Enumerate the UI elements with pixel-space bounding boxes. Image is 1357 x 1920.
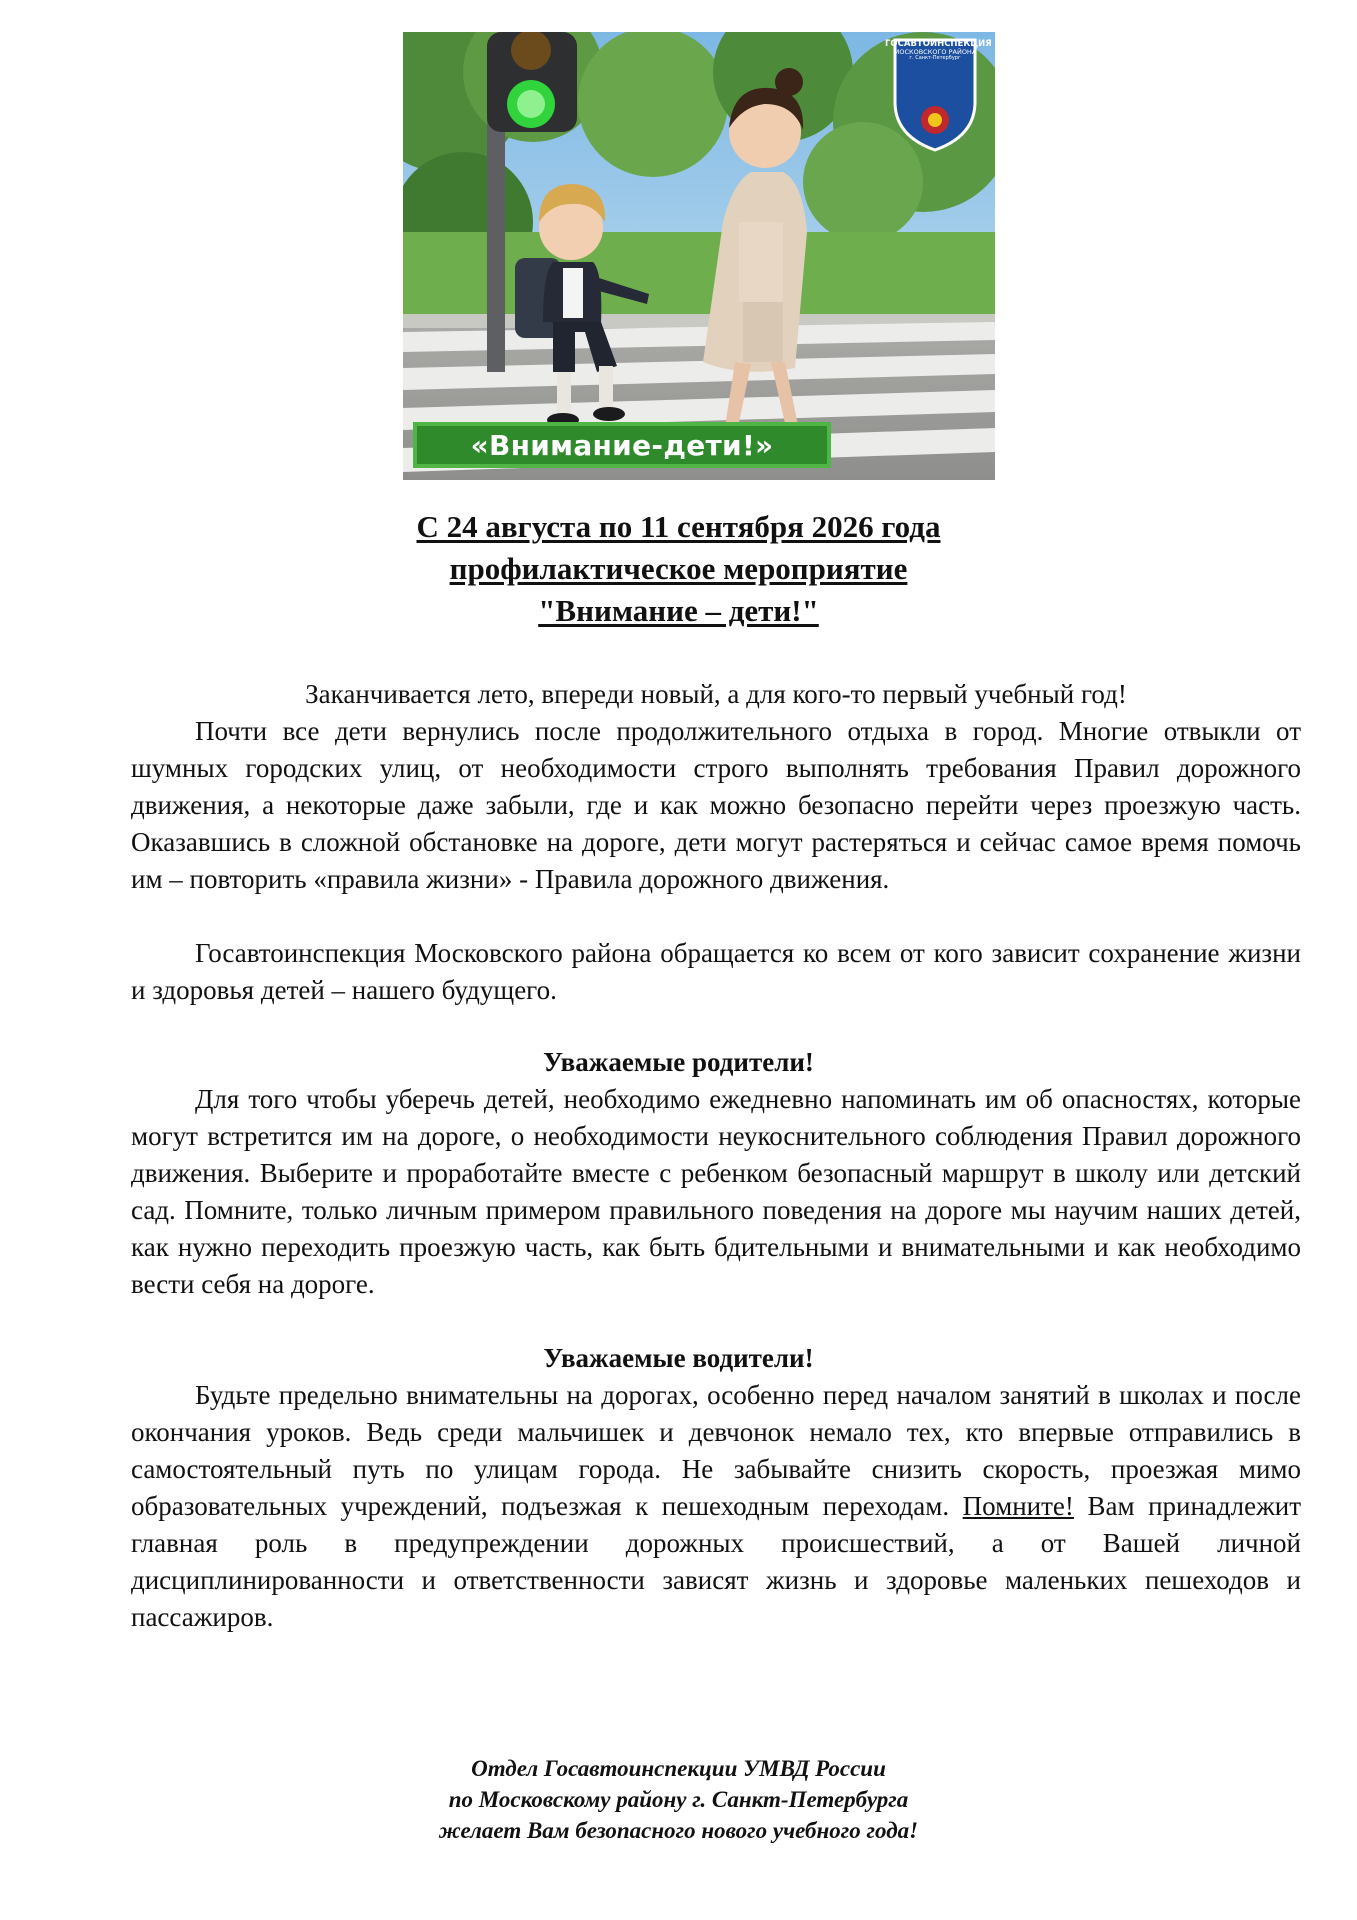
badge-line-1: ГОСАВТОИНСПЕКЦИЯ (885, 39, 992, 49)
event-dates-heading: С 24 августа по 11 сентября 2026 года (416, 509, 941, 544)
badge-line-3: г. Санкт-Петербург (909, 54, 961, 61)
campaign-banner (413, 422, 831, 468)
badge-line-2: МОСКОВСКОГО РАЙОНА (893, 47, 977, 56)
street-scene-image (403, 32, 995, 480)
intro-paragraph: Почти все дети вернулись после продолжительного отдыха в город. Многие отвыкли от шумных городских улиц, от необходимости строго выполнять требования Правил дорожного движения, а некоторые даже забыли, где и как можно безопасно перейти через проезжую часть. Оказавшись в сложной обстановке на дороге, дети могут растеряться и сейчас самое время помочь им – повторить «правила жизни» - Правила дорожного движения. (131, 716, 1301, 894)
poster-illustration (403, 32, 995, 480)
drivers-text-part-2: Вам принадлежит главная роль в предупреждении дорожных происшествий, а от Вашей личной дисциплинированности и ответственности зависят жизнь и здоровье маленьких пешеходов и пассажиров. (131, 1491, 1302, 1632)
gosavtoinspektsiya-badge (885, 39, 992, 61)
footer-department: Отдел Госавтоинспекции УМВД России (471, 1756, 886, 1781)
footer-district: по Московскому району г. Санкт-Петербурга (448, 1787, 909, 1812)
event-name-heading: "Внимание – дети!" (538, 593, 819, 628)
appeal-paragraph: Госавтоинспекция Московского района обращается ко всем от кого зависит сохранение жизни и здоровья детей – нашего будущего. (131, 938, 1301, 1005)
intro-line: Заканчивается лето, впереди новый, а для кого-то первый учебный год! (305, 679, 1127, 709)
footer-wish: желает Вам безопасного нового учебного года! (438, 1818, 919, 1843)
drivers-subheading: Уважаемые водители! (543, 1343, 814, 1373)
parents-subheading: Уважаемые родители! (543, 1047, 814, 1077)
parents-paragraph: Для того чтобы уберечь детей, необходимо ежедневно напоминать им об опасностях, которые могут встретится им на дороге, о необходимости неукоснительного соблюдения Правил дорожного движения. Выберите и проработайте вместе с ребенком безопасный маршрут в школу или детский сад. Помните, только личным примером правильного поведения на дороге мы научим наших детей, как нужно переходить проезжую часть, как быть бдительными и внимательными и как необходимо вести себя на дороге. (131, 1084, 1301, 1299)
drivers-text-part-1: Будьте предельно внимательны на дорогах, особенно перед началом занятий в школах и после окончания уроков. Ведь среди мальчишек и девчонок немало тех, кто впервые отправились в самостоятельный путь по улицам города. Не забывайте снизить скорость, проезжая мимо образовательных учреждений, подъезжая к пешеходным переходам. (131, 1380, 1301, 1521)
drivers-paragraph (131, 1377, 1301, 1636)
event-type-heading: профилактическое мероприятие (449, 551, 908, 586)
banner-text: «Внимание-дети!» (470, 428, 774, 462)
remember-emphasis: Помните! (962, 1491, 1074, 1521)
